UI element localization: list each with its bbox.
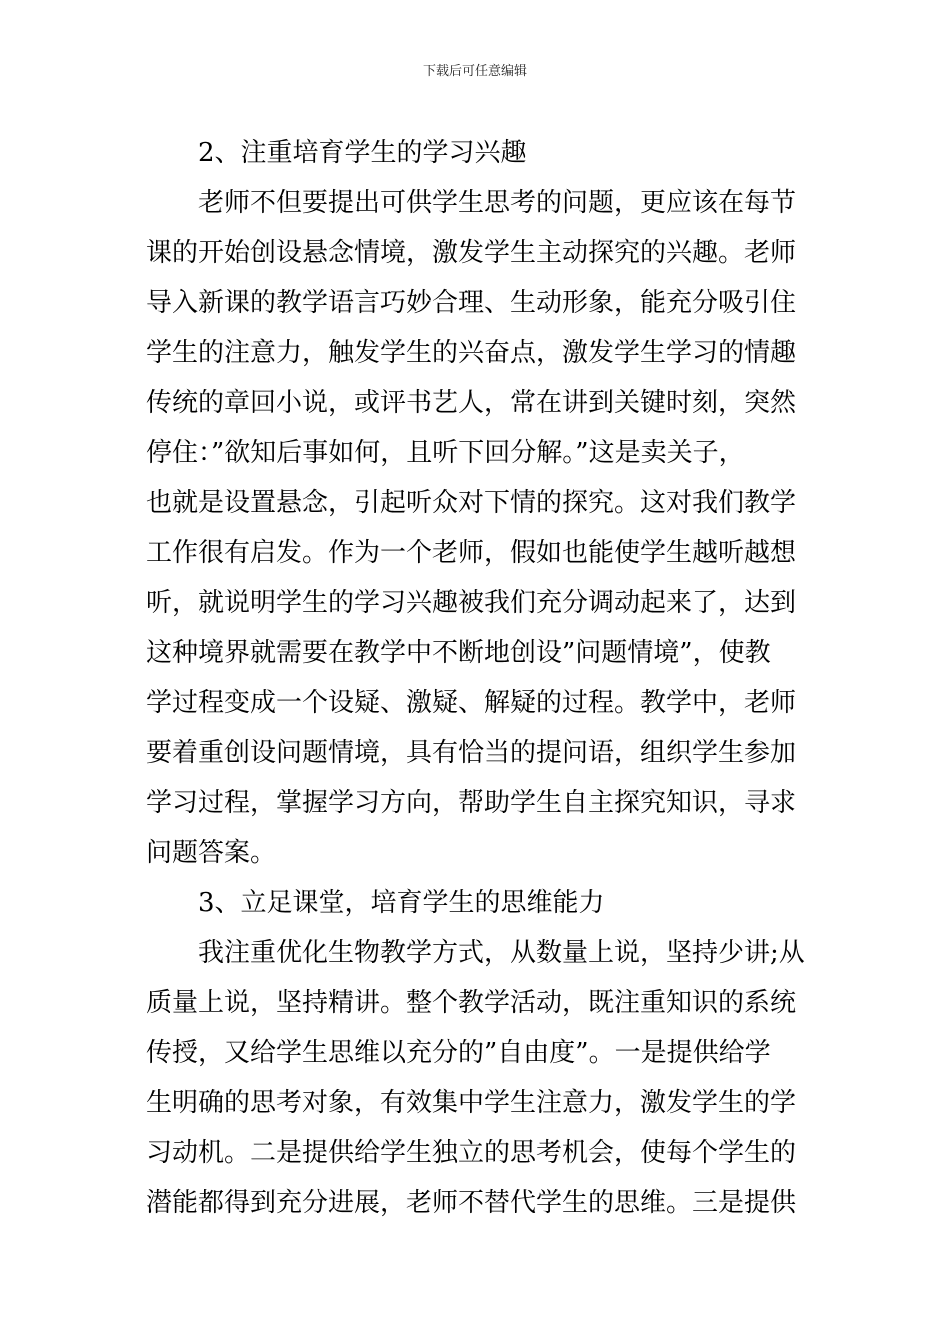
paragraph-line: 学生的注意力，触发学生的兴奋点，激发学生学习的情趣 — [146, 338, 797, 368]
paragraph-line: 潜能都得到充分进展，老师不替代学生的思维。三是提供 — [146, 1188, 797, 1218]
paragraph-line: 传授，又给学生思维以充分的”自由度”。一是提供给学 — [146, 1038, 771, 1068]
paragraph-line: 生明确的思考对象，有效集中学生注意力，激发学生的学 — [146, 1088, 797, 1118]
section-heading: 2、注重培育学生的学习兴趣 — [198, 138, 527, 168]
paragraph-line: 也就是设置悬念，引起听众对下情的探究。这对我们教学 — [146, 488, 797, 518]
paragraph-line: 工作很有启发。作为一个老师，假如也能使学生越听越想 — [146, 538, 797, 568]
paragraph-line: 这种境界就需要在教学中不断地创设”问题情境”，使教 — [146, 638, 771, 668]
body-text — [146, 128, 806, 1228]
paragraph-line: 问题答案。 — [146, 838, 277, 868]
paragraph-line: 停住：”欲知后事如何，且听下回分解。”这是卖关子， — [146, 438, 745, 468]
paragraph-line: 我注重优化生物教学方式，从数量上说，坚持少讲;从 — [198, 938, 805, 968]
paragraph-line: 要着重创设问题情境，具有恰当的提问语，组织学生参加 — [146, 738, 797, 768]
paragraph-line: 课的开始创设悬念情境，激发学生主动探究的兴趣。老师 — [146, 238, 797, 268]
paragraph-line: 听，就说明学生的学习兴趣被我们充分调动起来了，达到 — [146, 588, 797, 618]
paragraph-line: 质量上说，坚持精讲。整个教学活动，既注重知识的系统 — [146, 988, 797, 1018]
paragraph-line: 学过程变成一个设疑、激疑、解疑的过程。教学中，老师 — [146, 688, 797, 718]
section-heading: 3、立足课堂，培育学生的思维能力 — [198, 888, 605, 918]
paragraph-line: 导入新课的教学语言巧妙合理、生动形象，能充分吸引住 — [146, 288, 797, 318]
paragraph-line: 习动机。二是提供给学生独立的思考机会，使每个学生的 — [146, 1138, 797, 1168]
header-note: 下载后可任意编辑 — [422, 64, 527, 79]
paragraph-line: 传统的章回小说，或评书艺人，常在讲到关键时刻，突然 — [146, 388, 797, 418]
paragraph-line: 学习过程，掌握学习方向，帮助学生自主探究知识，寻求 — [146, 788, 797, 818]
paragraph-line: 老师不但要提出可供学生思考的问题，更应该在每节 — [198, 188, 797, 218]
